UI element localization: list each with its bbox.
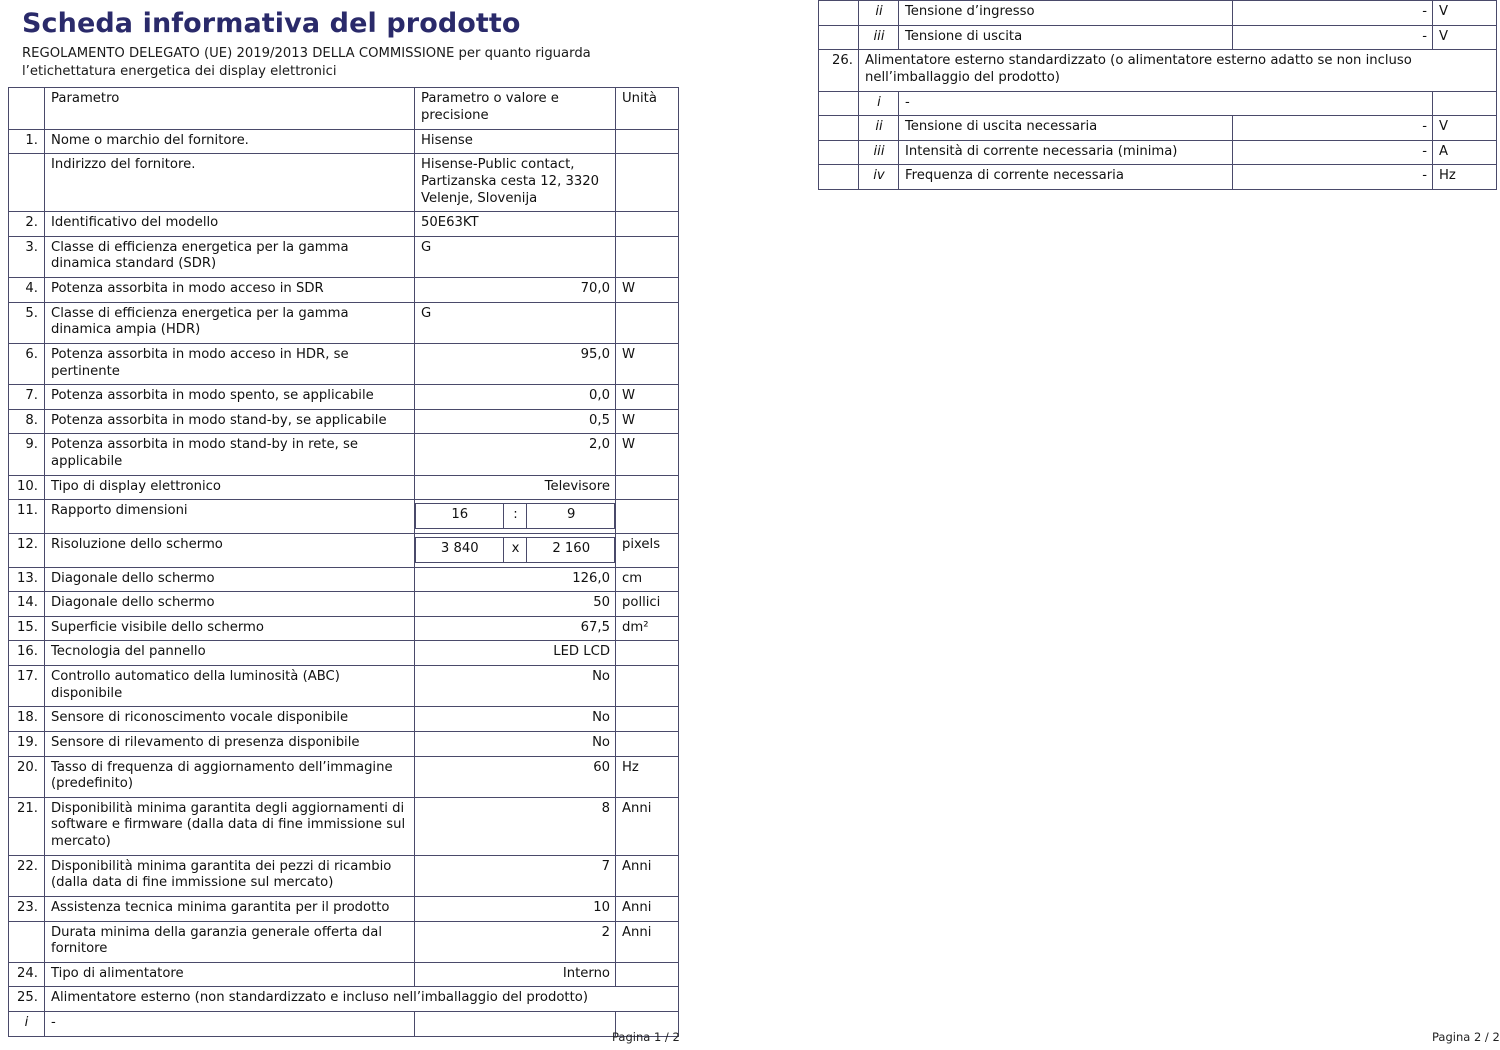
table-row	[9, 385, 679, 410]
header-unit: Unità	[616, 88, 679, 129]
row-num: 26.	[819, 50, 859, 91]
table-row-resolution	[9, 533, 679, 567]
row-value: 7	[415, 855, 616, 896]
row-value: 95,0	[415, 343, 616, 384]
row-value: 2	[415, 921, 616, 962]
row-parameter: Potenza assorbita in modo acceso in SDR	[45, 278, 415, 303]
row-unit	[616, 962, 679, 987]
table-row	[9, 212, 679, 237]
row-value: 60	[415, 756, 616, 797]
table-row	[9, 855, 679, 896]
row-value: 10	[415, 896, 616, 921]
row-parameter: Disponibilità minima garantita dei pezzi di ricambio (dalla data di fine immissione sul mercato)	[45, 855, 415, 896]
row-parameter: Superficie visibile dello schermo	[45, 616, 415, 641]
row-value: Interno	[415, 962, 616, 987]
row-unit: Anni	[616, 896, 679, 921]
row-value: 67,5	[415, 616, 616, 641]
row-unit: Hz	[616, 756, 679, 797]
subrow-roman: iii	[859, 140, 899, 165]
subrow-value: -	[1233, 165, 1433, 190]
table-row	[9, 707, 679, 732]
row-num: 18.	[9, 707, 45, 732]
row-num: 9.	[9, 434, 45, 475]
table-row	[9, 731, 679, 756]
table-row	[9, 434, 679, 475]
subrow-num	[819, 91, 859, 116]
footer-page-1: Pagina 1 / 2	[612, 1030, 680, 1044]
row-unit: W	[616, 409, 679, 434]
page-title: Scheda informativa del prodotto	[22, 8, 521, 39]
subrow-value: -	[1233, 116, 1433, 141]
table-subrow	[819, 165, 1497, 190]
row-value: Televisore	[415, 475, 616, 500]
row-num: 15.	[9, 616, 45, 641]
row-num: 11.	[9, 500, 45, 534]
row-unit	[616, 475, 679, 500]
row-value: 50E63KT	[415, 212, 616, 237]
subrow-unit	[1433, 91, 1497, 116]
row-value	[415, 500, 616, 534]
row-value: 8	[415, 797, 616, 855]
product-fiche-table-continued	[818, 0, 1497, 190]
header-num	[9, 88, 45, 129]
subrow-roman: iv	[859, 165, 899, 190]
subrow-unit: A	[1433, 140, 1497, 165]
table-row-aspect-ratio	[9, 500, 679, 534]
table-row	[9, 962, 679, 987]
row-num: 14.	[9, 592, 45, 617]
table-subrow	[819, 116, 1497, 141]
table-row	[9, 797, 679, 855]
row-value: 126,0	[415, 567, 616, 592]
row-num: 7.	[9, 385, 45, 410]
subrow-parameter: Intensità di corrente necessaria (minima)	[899, 140, 1233, 165]
row-parameter: Potenza assorbita in modo spento, se applicabile	[45, 385, 415, 410]
subrow-num	[819, 1, 859, 26]
page-subtitle: REGOLAMENTO DELEGATO (UE) 2019/2013 DELLA COMMISSIONE per quanto riguarda l’etichettatura energetica dei display elettronici	[22, 46, 591, 79]
row-value: 70,0	[415, 278, 616, 303]
row-unit	[616, 641, 679, 666]
table-row	[9, 641, 679, 666]
row-unit	[616, 212, 679, 237]
row-parameter: Classe di efficienza energetica per la gamma dinamica ampia (HDR)	[45, 302, 415, 343]
table-row	[9, 567, 679, 592]
row-value: G	[415, 302, 616, 343]
row-num: 23.	[9, 896, 45, 921]
table-row-external-psu	[9, 987, 679, 1012]
subrow-roman: ii	[859, 116, 899, 141]
row-parameter: Classe di efficienza energetica per la gamma dinamica standard (SDR)	[45, 236, 415, 277]
row-parameter: Durata minima della garanzia generale offerta dal fornitore	[45, 921, 415, 962]
row-value: 0,5	[415, 409, 616, 434]
row-num: 3.	[9, 236, 45, 277]
subrow-unit: V	[1433, 25, 1497, 50]
header-value: Parametro o valore e precisione	[415, 88, 616, 129]
row-parameter: Potenza assorbita in modo stand-by in rete, se applicabile	[45, 434, 415, 475]
subrow-num	[819, 140, 859, 165]
table-row	[9, 756, 679, 797]
row-parameter: Potenza assorbita in modo stand-by, se applicabile	[45, 409, 415, 434]
aspect-width: 16	[416, 504, 504, 529]
row-num: 16.	[9, 641, 45, 666]
table-row	[9, 278, 679, 303]
aspect-height: 9	[527, 504, 615, 529]
subrow-num	[819, 25, 859, 50]
row-parameter: Alimentatore esterno standardizzato (o alimentatore esterno adatto se non incluso nell’imballaggio del prodotto)	[859, 50, 1497, 91]
row-value: G	[415, 236, 616, 277]
resolution-height: 2 160	[527, 537, 615, 562]
row-parameter: Alimentatore esterno (non standardizzato e incluso nell’imballaggio del prodotto)	[45, 987, 679, 1012]
row-num: 21.	[9, 797, 45, 855]
subrow-roman: ii	[859, 1, 899, 26]
row-unit: Anni	[616, 855, 679, 896]
subrow-parameter: Tensione d’ingresso	[899, 1, 1233, 26]
row-value: LED LCD	[415, 641, 616, 666]
row-num: 10.	[9, 475, 45, 500]
row-parameter: Nome o marchio del fornitore.	[45, 129, 415, 154]
table-subrow	[9, 1012, 679, 1037]
row-unit: W	[616, 278, 679, 303]
subrow-parameter: Frequenza di corrente necessaria	[899, 165, 1233, 190]
row-num: 1.	[9, 129, 45, 154]
subrow-parameter: -	[899, 91, 1433, 116]
row-parameter: Tipo di alimentatore	[45, 962, 415, 987]
row-unit: pollici	[616, 592, 679, 617]
row-unit	[616, 666, 679, 707]
page-2	[818, 0, 1496, 190]
table-subrow	[819, 91, 1497, 116]
table-row	[9, 236, 679, 277]
row-num: 2.	[9, 212, 45, 237]
row-value: No	[415, 731, 616, 756]
subrow-unit: V	[1433, 1, 1497, 26]
row-parameter: Tecnologia del pannello	[45, 641, 415, 666]
table-row	[9, 921, 679, 962]
row-unit: Anni	[616, 921, 679, 962]
row-unit	[616, 236, 679, 277]
row-unit	[616, 500, 679, 534]
row-parameter: Indirizzo del fornitore.	[45, 154, 415, 212]
row-unit: Anni	[616, 797, 679, 855]
subrow-num	[819, 116, 859, 141]
subrow-roman: i	[9, 1012, 45, 1037]
table-row-standard-psu	[819, 50, 1497, 91]
resolution-separator: x	[503, 537, 527, 562]
row-parameter: Sensore di rilevamento di presenza disponibile	[45, 731, 415, 756]
page-1	[8, 0, 678, 1050]
row-num: 19.	[9, 731, 45, 756]
table-row	[9, 409, 679, 434]
subrow-value: -	[1233, 25, 1433, 50]
subrow-parameter: Tensione di uscita necessaria	[899, 116, 1233, 141]
subrow-roman: iii	[859, 25, 899, 50]
subrow-num	[819, 165, 859, 190]
table-row	[9, 302, 679, 343]
row-num: 25.	[9, 987, 45, 1012]
row-num	[9, 154, 45, 212]
table-row	[9, 896, 679, 921]
row-value: No	[415, 707, 616, 732]
subrow-value	[415, 1012, 616, 1037]
row-parameter: Identificativo del modello	[45, 212, 415, 237]
row-parameter: Disponibilità minima garantita degli aggiornamenti di software e firmware (dalla data di fine immissione sul mercato)	[45, 797, 415, 855]
row-unit	[616, 707, 679, 732]
row-unit	[616, 731, 679, 756]
row-parameter: Diagonale dello schermo	[45, 592, 415, 617]
row-unit: W	[616, 343, 679, 384]
subrow-value: -	[1233, 140, 1433, 165]
row-parameter: Tasso di frequenza di aggiornamento dell’immagine (predefinito)	[45, 756, 415, 797]
row-num: 4.	[9, 278, 45, 303]
row-unit: W	[616, 385, 679, 410]
header-parameter: Parametro	[45, 88, 415, 129]
row-value: 0,0	[415, 385, 616, 410]
subrow-roman: i	[859, 91, 899, 116]
resolution-width: 3 840	[416, 537, 504, 562]
row-parameter: Risoluzione dello schermo	[45, 533, 415, 567]
row-num: 13.	[9, 567, 45, 592]
row-parameter: Potenza assorbita in modo acceso in HDR, se pertinente	[45, 343, 415, 384]
table-subrow	[819, 140, 1497, 165]
subrow-unit: Hz	[1433, 165, 1497, 190]
table-row	[9, 592, 679, 617]
row-value: 2,0	[415, 434, 616, 475]
row-num: 24.	[9, 962, 45, 987]
table-header-row	[9, 88, 679, 129]
subrow-value: -	[1233, 1, 1433, 26]
row-parameter: Diagonale dello schermo	[45, 567, 415, 592]
subrow-unit: V	[1433, 116, 1497, 141]
row-num: 12.	[9, 533, 45, 567]
subrow-parameter: Tensione di uscita	[899, 25, 1233, 50]
row-parameter: Sensore di riconoscimento vocale disponibile	[45, 707, 415, 732]
table-row	[9, 475, 679, 500]
row-value: Hisense	[415, 129, 616, 154]
table-row	[9, 616, 679, 641]
table-row	[9, 343, 679, 384]
row-parameter: Tipo di display elettronico	[45, 475, 415, 500]
row-num: 5.	[9, 302, 45, 343]
subrow-parameter: -	[45, 1012, 415, 1037]
row-unit	[616, 129, 679, 154]
row-unit: dm²	[616, 616, 679, 641]
row-value: Hisense-Public contact, Partizanska cesta 12, 3320 Velenje, Slovenija	[415, 154, 616, 212]
row-unit: W	[616, 434, 679, 475]
row-unit	[616, 154, 679, 212]
footer-page-2: Pagina 2 / 2	[1432, 1030, 1500, 1044]
row-value	[415, 533, 616, 567]
row-parameter: Controllo automatico della luminosità (ABC) disponibile	[45, 666, 415, 707]
row-value: 50	[415, 592, 616, 617]
row-num	[9, 921, 45, 962]
table-row	[9, 129, 679, 154]
row-num: 6.	[9, 343, 45, 384]
row-num: 22.	[9, 855, 45, 896]
row-unit: pixels	[616, 533, 679, 567]
product-fiche-table	[8, 87, 679, 1036]
row-parameter: Assistenza tecnica minima garantita per il prodotto	[45, 896, 415, 921]
row-num: 20.	[9, 756, 45, 797]
table-row	[9, 154, 679, 212]
aspect-separator: :	[503, 504, 527, 529]
row-num: 8.	[9, 409, 45, 434]
table-subrow	[819, 25, 1497, 50]
row-unit: cm	[616, 567, 679, 592]
row-unit	[616, 302, 679, 343]
row-value: No	[415, 666, 616, 707]
table-row	[9, 666, 679, 707]
row-parameter: Rapporto dimensioni	[45, 500, 415, 534]
row-num: 17.	[9, 666, 45, 707]
table-subrow	[819, 1, 1497, 26]
